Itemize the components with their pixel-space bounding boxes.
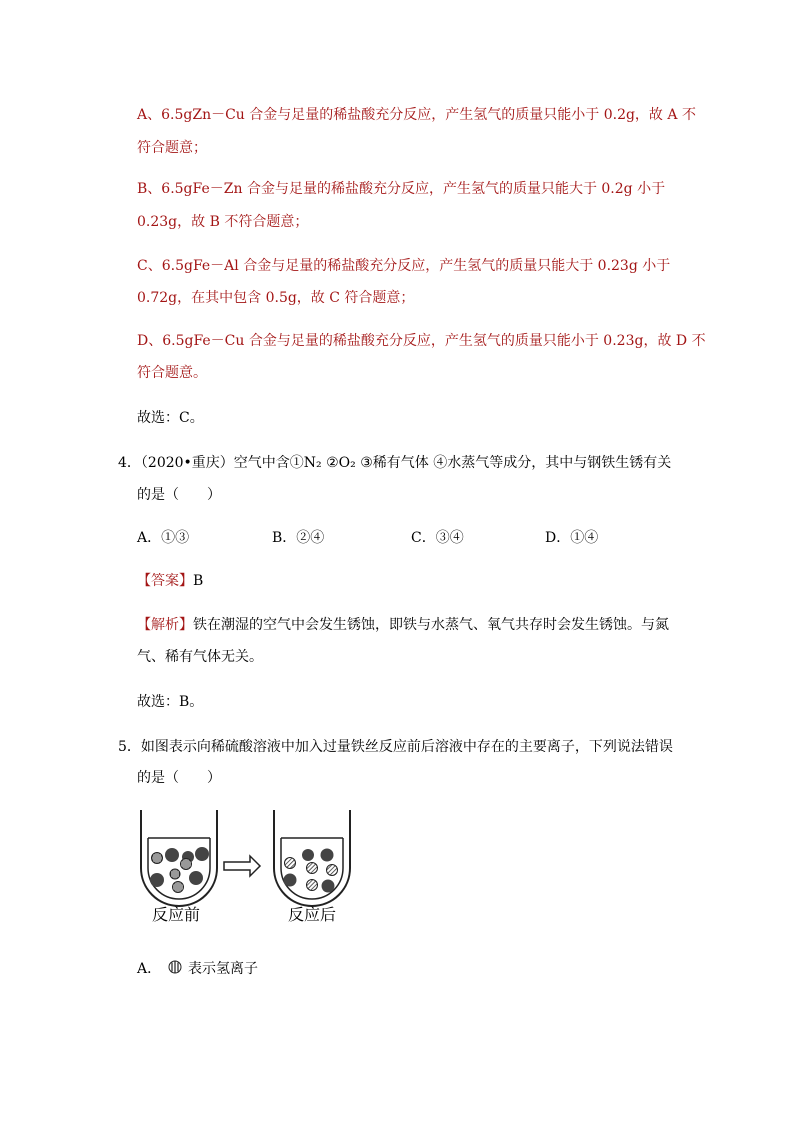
analysis-tag: 【解析】 bbox=[137, 617, 193, 633]
answer-value: B bbox=[193, 573, 204, 589]
tube-before bbox=[141, 810, 217, 906]
option-d-line2: 符合题意。 bbox=[137, 365, 207, 381]
before-label: 反应前 bbox=[152, 905, 201, 924]
q3-choice: 故选：C。 bbox=[137, 410, 204, 426]
option-c-line2: 0.72g，在其中包含 0.5g，故 C 符合题意； bbox=[137, 290, 415, 306]
option-c-line1: C、6.5gFe－Al 合金与足量的稀盐酸充分反应，产生氢气的质量只能大于 0.23g 小于 bbox=[137, 258, 671, 274]
arrow-icon bbox=[224, 856, 260, 876]
q5-stem-line2: 的是（ ） bbox=[137, 770, 221, 786]
q4-stem-line2: 的是（ ） bbox=[137, 487, 221, 503]
q5-option-a bbox=[137, 958, 258, 978]
q5-option-a-text: 表示氢离子 bbox=[188, 961, 259, 977]
q4-choice: 故选：B。 bbox=[137, 694, 204, 710]
q4-stem-line1: 4．（2020•重庆）空气中含①N₂ ②O₂ ③稀有气体 ④水蒸气等成分，其中与钢铁生锈有关 bbox=[118, 455, 672, 471]
hydrogen-ion-icon bbox=[168, 960, 182, 974]
option-b-line2: 0.23g，故 B 不符合题意； bbox=[137, 214, 309, 230]
q4-option-a: A．①③ bbox=[137, 530, 190, 546]
option-a-line2: 符合题意； bbox=[137, 140, 207, 156]
q4-analysis-line1 bbox=[137, 614, 669, 634]
after-label: 反应后 bbox=[288, 905, 337, 924]
q4-analysis-line2: 气、稀有气体无关。 bbox=[137, 649, 263, 665]
option-d-line1: D、6.5gFe－Cu 合金与足量的稀盐酸充分反应，产生氢气的质量只能小于 0.23g，故 D 不 bbox=[137, 333, 706, 349]
q4-option-b: B．②④ bbox=[272, 530, 325, 546]
tube-after bbox=[274, 810, 350, 906]
q4-answer bbox=[137, 570, 203, 590]
option-a-line1: A、6.5gZn－Cu 合金与足量的稀盐酸充分反应，产生氢气的质量只能小于 0.2g，故 A 不 bbox=[137, 107, 696, 123]
q5-stem-line1: 5．如图表示向稀硫酸溶液中加入过量铁丝反应前后溶液中存在的主要离子，下列说法错误 bbox=[118, 739, 673, 755]
q4-option-d: D．①④ bbox=[545, 530, 599, 546]
q5-option-a-prefix: A． bbox=[137, 961, 162, 977]
analysis-text: 铁在潮湿的空气中会发生锈蚀，即铁与水蒸气、氧气共存时会发生锈蚀。与氮 bbox=[193, 617, 669, 633]
option-b-line1: B、6.5gFe－Zn 合金与足量的稀盐酸充分反应，产生氢气的质量只能大于 0.2g 小于 bbox=[137, 181, 666, 197]
answer-tag: 【答案】 bbox=[137, 573, 193, 589]
q4-option-c: C．③④ bbox=[411, 530, 464, 546]
